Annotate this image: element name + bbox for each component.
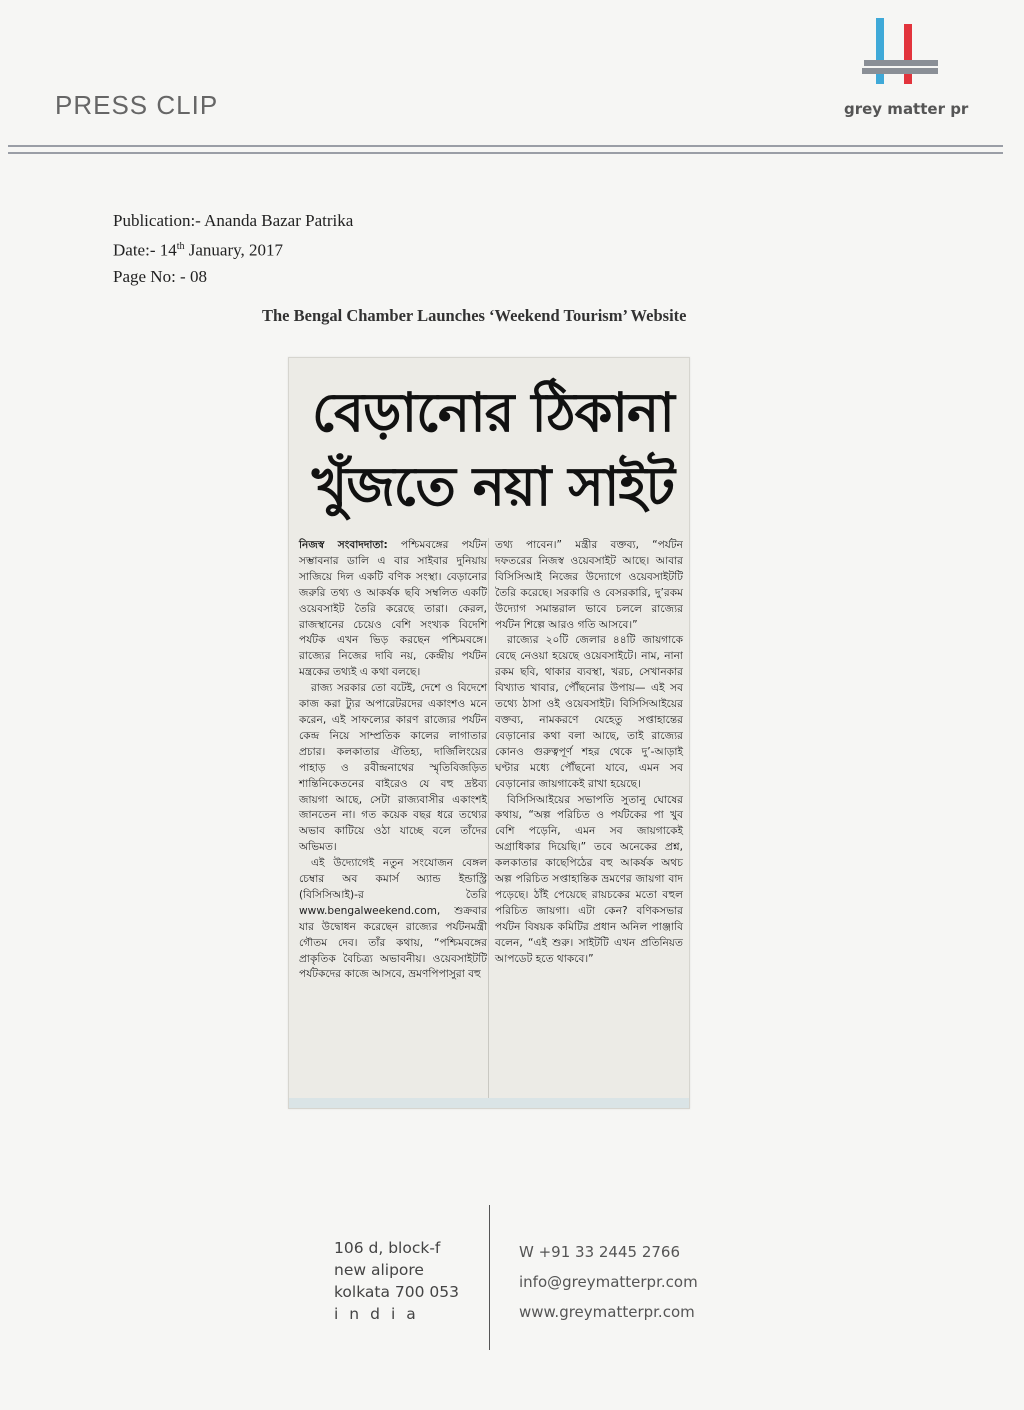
logo-wordmark: grey matter pr	[844, 100, 969, 118]
newspaper-clipping	[288, 357, 690, 1109]
address-line: new alipore	[334, 1261, 424, 1279]
headline-line-1: বেড়ানোর ঠিকানা	[312, 381, 674, 444]
paragraph-text: পশ্চিমবঙ্গের পর্যটন সম্ভাবনার ডালি এ বার সাইবার দুনিয়ায় সাজিয়ে দিল একটি বণিক সংস্থা। বেড়ানোর জরুরি তথ্য ও আকর্ষক ছবি সম্বলিত একটি ওয়েবসাইট তৈরি করেছে তারা। কেরল, রাজস্থানের চেয়েও বেশি সংখ্যক বিদেশি পর্যটক এখন ভিড় করছেন পশ্চিমবঙ্গে। রাজ্যের নিজের দাবি নয়, কেন্দ্রীয় পর্যটন মন্ত্রকের তথ্যই এ কথা বলছে।	[299, 539, 487, 679]
phone-number: W +91 33 2445 2766	[519, 1243, 680, 1261]
footer-divider	[489, 1205, 490, 1350]
address-country: india	[334, 1305, 427, 1323]
grey-matter-logo	[840, 14, 980, 124]
contact-details	[519, 1237, 698, 1327]
article-paragraph: রাজ্যের ২০টি জেলার ৪৪টি জায়গাকে বেছে নেওয়া হয়েছে ওয়েবসাইটে। নাম, নানা রকম ছবি, থাকার ব্যবস্থা, খরচ, সেখানকার বিখ্যাত খাবার, পৌঁছনোর উপায়— এই সব তথ্যে ঠাসা ওই ওয়েবসাইট। বিসিসিআইয়ের বক্তব্য, নামকরণে যেহেতু সপ্তাহান্তের বেড়ানোর কথা বলা আছে, তাই রাজ্যের কোনও গুরুত্বপূর্ণ শহর থেকে দু’-আড়াই ঘণ্টার মধ্যে পৌঁছনো যাবে, এমন সব বেড়ানোর জায়গাকেই রাখা হয়েছে।	[495, 634, 683, 790]
article-column-right	[495, 538, 683, 967]
article-paragraph: তথ্য পাবেন।” মন্ত্রীর বক্তব্য, “পর্যটন দফতরের নিজস্ব ওয়েবসাইট আছে। আবার বিসিসিআই নিজের উদ্যোগে ওয়েবসাইটটি তৈরি করেছে। সরকারি ও বেসরকারি, দু’রকম উদ্যোগ সমান্তরাল ভাবে চললে রাজ্যের পর্যটন শিল্পে আরও গতি আসবে।”	[495, 539, 683, 631]
address-line: kolkata 700 053	[334, 1283, 460, 1301]
date-line	[113, 234, 353, 264]
email-address: info@greymatterpr.com	[519, 1273, 698, 1291]
publication-meta	[113, 208, 353, 290]
article-column-left	[299, 538, 487, 983]
date-ordinal: th	[176, 241, 185, 252]
address-line: 106 d, block-f	[334, 1239, 441, 1257]
press-clip-label: PRESS CLIP	[55, 90, 219, 120]
article-paragraph: বিসিসিআইয়ের সভাপতি সুতানু ঘোষের কথায়, “অল্প পরিচিত ও পর্যটকের পা খুব বেশি পড়েনি, এমন সব জায়গাকেই অগ্রাধিকার দিয়েছি।” তবে অনেকের প্রশ্ন, কলকাতার কাছেপিঠের বহু আকর্ষক অথচ অল্প পরিচিত সপ্তাহান্তিক ভ্রমণের জায়গা বাদ পড়েছে। ঠাঁই পেয়েছে রায়চকের মতো বহুল পরিচিত জায়গা। এটা কেন? বণিকসভার পর্যটন বিষয়ক কমিটির প্রধান অনিল পাঞ্জাবি বলেন, “এই শুরু। সাইটটি এখন প্রতিনিয়ত আপডেট হতে থাকবে।”	[495, 793, 683, 965]
article-paragraph: রাজ্য সরকার তো বটেই, দেশে ও বিদেশে কাজ করা ট্যুর অপারেটরদের একাংশও মনে করেন, এই সাফল্যের কারণ রাজ্যের পর্যটন কেন্দ্র নিয়ে সাম্প্রতিক কালের লাগাতার প্রচার। কলকাতার ঐতিহ্য, দার্জিলিংয়ের পাহাড় ও রবীন্দ্রনাথের স্মৃতিবিজড়িত শান্তিনিকেতনের বাইরেও যে বহু দ্রষ্টব্য জায়গা আছে, সেটা রাজ্যবাসীর একাংশই জানতেন না। গত কয়েক বছর ধরে তথ্যের অভাব কাটিয়ে ওঠা যাচ্ছে বলে তাঁদের অভিমত।	[299, 682, 487, 854]
article-headline	[303, 376, 683, 524]
website-address: www.greymatterpr.com	[519, 1303, 695, 1321]
office-address	[334, 1237, 459, 1325]
clipping-edge	[289, 1098, 689, 1108]
header-rule-bottom	[8, 152, 1003, 154]
date-prefix: Date:- 14	[113, 240, 177, 260]
date-suffix: January, 2017	[184, 240, 284, 260]
column-divider	[488, 538, 489, 1098]
byline: নিজস্ব সংবাদদাতা:	[299, 539, 388, 551]
grey-matter-logo-icon	[862, 14, 942, 86]
article-paragraph: এই উদ্যোগেই নতুন সংযোজন বেঙ্গল চেম্বার অব কমার্স অ্যান্ড ইন্ডাস্ট্রি (বিসিসিআই)-র তৈরি www.bengalweekend.com, শুক্রবার যার উদ্বোধন করেছেন রাজ্যের পর্যটনমন্ত্রী গৌতম দেব। তাঁর কথায়, “পশ্চিমবঙ্গের প্রাকৃতিক বৈচিত্র্য অভাবনীয়। ওয়েবসাইটটি পর্যটকদের কাজে আসবে, ভ্রমণপিপাসুরা বহু	[299, 857, 487, 981]
clip-title: The Bengal Chamber Launches ‘Weekend Tourism’ Website	[262, 306, 687, 325]
publication-line: Publication:- Ananda Bazar Patrika	[113, 211, 354, 230]
header-rule-top	[8, 145, 1003, 147]
article-paragraph	[299, 538, 487, 681]
page-number-line: Page No: - 08	[113, 266, 207, 286]
headline-line-2: খুঁজতে নয়া সাইট	[311, 455, 675, 518]
